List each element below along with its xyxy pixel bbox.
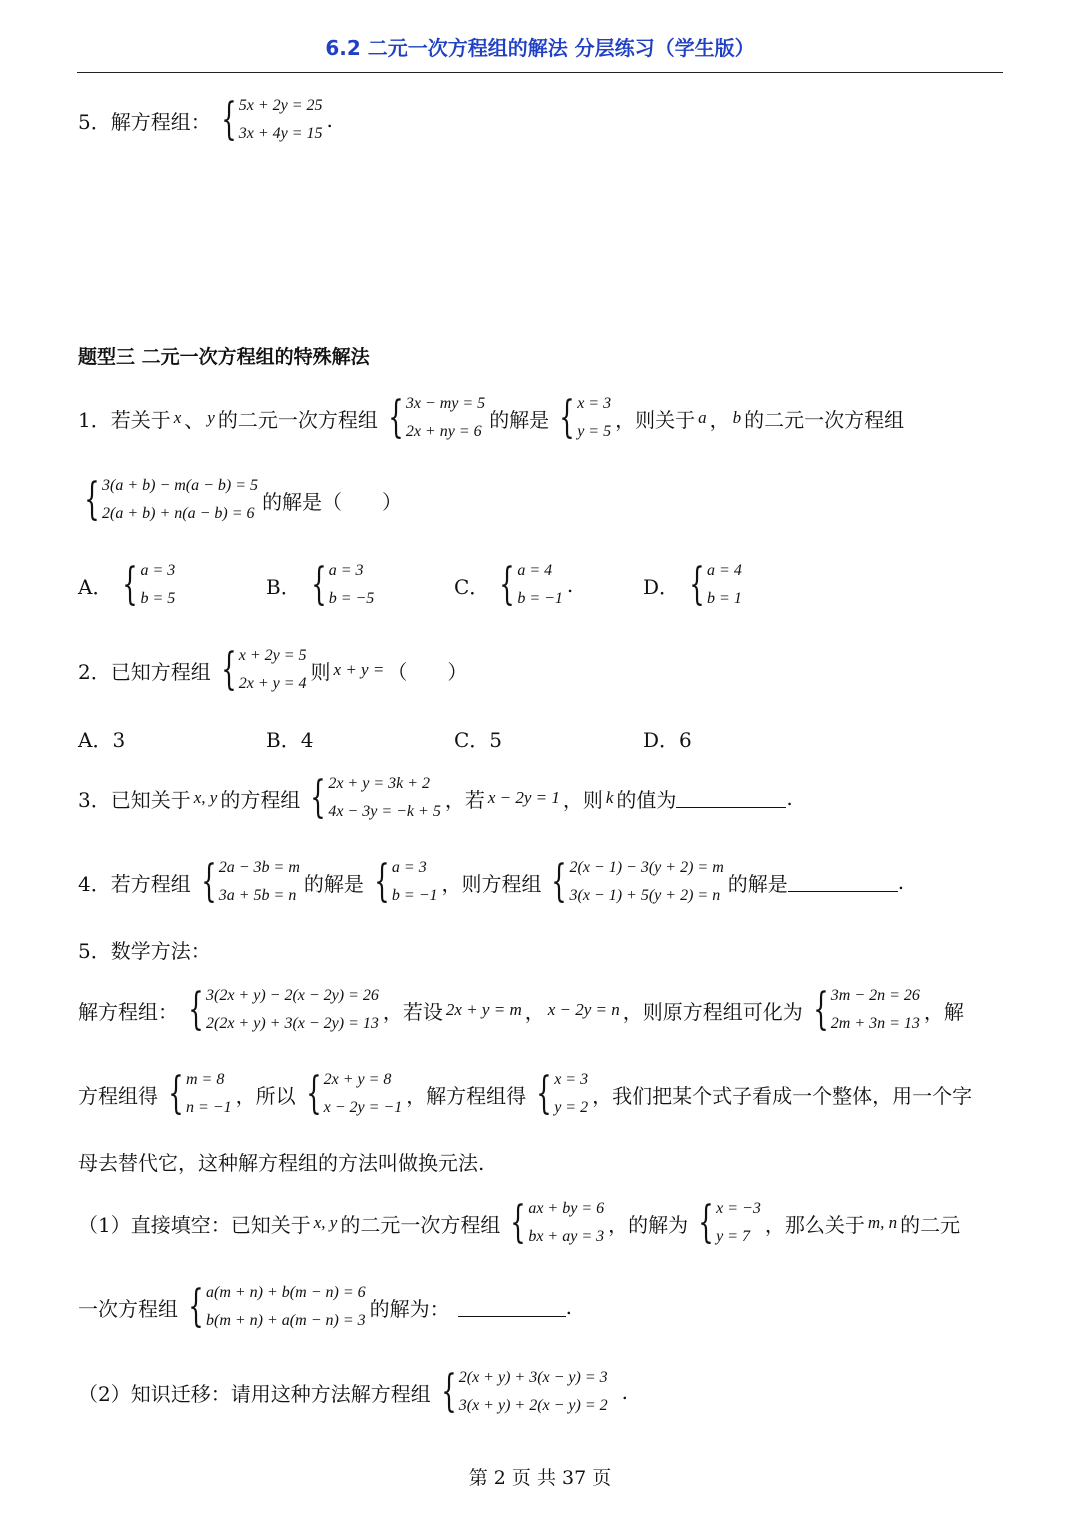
s5-q2-system: { 2(x + y) + 3(x − y) = 3 3(x + y) + 2(x − y) = 2 [441,1366,608,1417]
s5-q1-solution: { x = −3 y = 7 [698,1197,761,1248]
s4-solution: { a = 3 b = −1 [374,856,438,907]
page-header-title: 6.2 二元一次方程组的解法 分层练习（学生版） [325,36,755,60]
s4-answer-blank[interactable] [788,873,898,892]
s1-option-d[interactable]: D． { a = 4 b = 1 [643,559,742,610]
s1-system1: { 3x − my = 5 2x + ny = 6 [388,392,486,443]
page-footer: 第 2 页 共 37 页 [468,1467,612,1489]
s1-option-b[interactable]: B． { a = 3 b = −5 [266,559,375,610]
s1-option-c[interactable]: C． { a = 4 b = −1 . [454,559,574,610]
s1-line1: 1．若关于 x 、 y 的二元一次方程组 { 3x − my = 5 2x + ny = 6 的解是 { x = 3 y = 5 ，则关于 a ， b 的二元一次方程组 [78,390,904,446]
header-rule [77,72,1003,73]
s5-line1: 解方程组： { 3(2x + y) − 2(x − 2y) = 26 2(2x + y) + 3(x − 2y) = 13 ，若设 2x + y = m ， x − 2y = n ，则原方程组可化为 { 3m − 2n = 26 2m + 3n = 13 ，解 [78,982,964,1038]
s5-system2: { 3m − 2n = 26 2m + 3n = 13 [813,984,920,1035]
q5-system: { 5x + 2y = 25 3x + 4y = 15 [215,92,323,148]
s2-line: 2．已知方程组 { x + 2y = 5 2x + y = 4 则 x + y = （ ） [78,642,467,698]
s5-line3: 母去替代它，这种解方程组的方法叫做换元法. [78,1151,485,1175]
s5-solution1: { m = 8 n = −1 [168,1068,232,1119]
s4-system1: { 2a − 3b = m 3a + 5b = n [201,856,300,907]
s2-system: { x + 2y = 5 2x + y = 4 [221,644,307,695]
s5-title: 5．数学方法： [78,939,211,963]
s1-line2: { 3(a + b) − m(a − b) = 5 2(a + b) + n(a − b) = 6 的解是（ ） [74,472,402,528]
section-3-title: 题型三 二元一次方程组的特殊解法 [78,346,370,368]
q5-label: 5．解方程组： [78,109,211,134]
s4-system2: { 2(x − 1) − 3(y + 2) = m 3(x − 1) + 5(y + 2) = n [551,856,724,907]
s5-solution2: { x = 3 y = 2 [536,1068,589,1119]
q5-eq1: 5x + 2y = 25 [238,97,323,114]
s5-q2-line: （2）知识迁移：请用这种方法解方程组 { 2(x + y) + 3(x − y) = 3 3(x + y) + 2(x − y) = 2 . [78,1364,628,1420]
s1-system2: { 3(a + b) − m(a − b) = 5 2(a + b) + n(a − b) = 6 [84,474,259,525]
s1-solution: { x = 3 y = 5 [559,392,612,443]
q5-eq2: 3x + 4y = 15 [238,125,323,142]
s5-q1-system1: { ax + by = 6 bx + ay = 3 [510,1197,605,1248]
s5-q1-line1: （1）直接填空：已知关于 x, y 的二元一次方程组 { ax + by = 6 bx + ay = 3 ，的解为 { x = −3 y = 7 ，那么关于 m, n 的二元 [78,1195,960,1251]
q5-top: 5．解方程组： { 5x + 2y = 25 3x + 4y = 15 . [78,92,333,148]
s2-option-a[interactable]: A．3 [78,728,126,752]
s2-option-d[interactable]: D．6 [643,728,692,752]
s1-option-a[interactable]: A． { a = 3 b = 5 [78,559,176,610]
s3-answer-blank[interactable] [676,789,786,808]
s5-q1-system2: { a(m + n) + b(m − n) = 6 b(m + n) + a(m − n) = 3 [188,1281,366,1332]
s3-line: 3．已知关于 x, y 的方程组 { 2x + y = 3k + 2 4x − 3y = −k + 5 ，若 x − 2y = 1 ，则 k 的值为 . [78,770,793,826]
s4-line: 4．若方程组 { 2a − 3b = m 3a + 5b = n 的解是 { a = 3 b = −1 ，则方程组 { 2(x − 1) − 3(y + 2) = m 3(x − 1) + 5(y + 2) = n 的解是 . [78,854,904,910]
s5-system1: { 3(2x + y) − 2(x − 2y) = 26 2(2x + y) + 3(x − 2y) = 13 [188,984,379,1035]
s3-system: { 2x + y = 3k + 2 4x − 3y = −k + 5 [310,772,441,823]
s5-q1-answer-blank[interactable] [458,1298,566,1317]
s5-system3: { 2x + y = 8 x − 2y = −1 [305,1068,403,1119]
s2-option-c[interactable]: C．5 [454,728,503,752]
s5-q1-line2: 一次方程组 { a(m + n) + b(m − n) = 6 b(m + n) + a(m − n) = 3 的解为： . [78,1279,572,1335]
s5-line2: 方程组得 { m = 8 n = −1 ，所以 { 2x + y = 8 x − 2y = −1 ，解方程组得 { x = 3 y = 2 ，我们把某个式子看成一个整体，用一个字 [78,1066,972,1122]
s2-option-b[interactable]: B．4 [266,728,314,752]
